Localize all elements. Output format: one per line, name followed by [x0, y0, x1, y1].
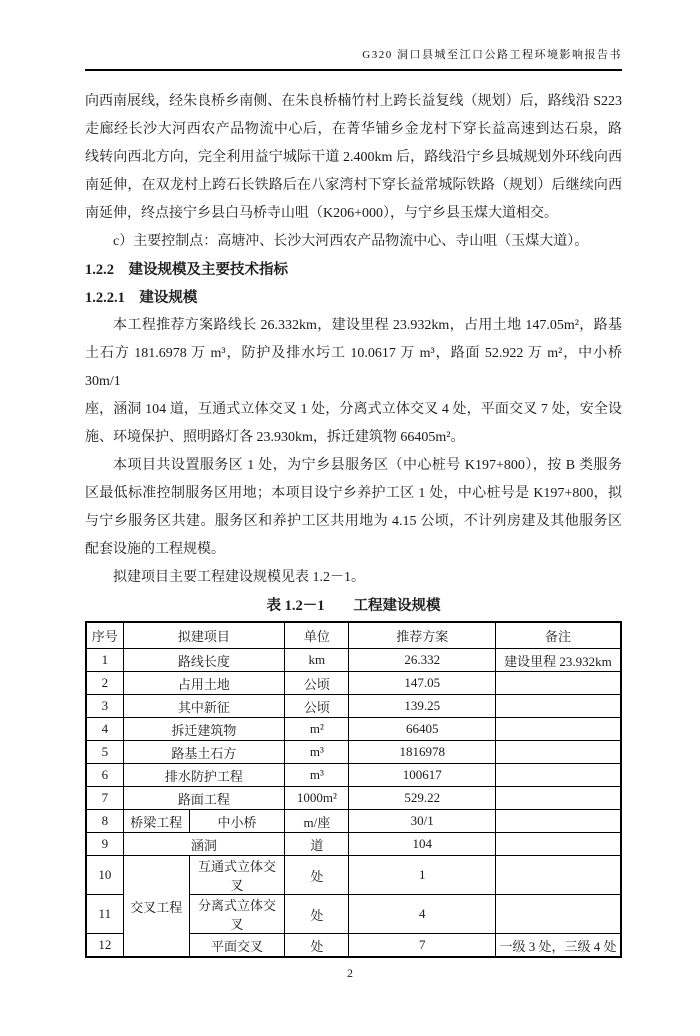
- col-header-unit: 单位: [285, 622, 349, 649]
- table-row: [86, 649, 621, 672]
- cell-plan: 66405: [349, 718, 496, 741]
- cell-seq: 11: [86, 895, 123, 934]
- table-row: [86, 856, 621, 895]
- cell-item: 涵洞: [123, 833, 285, 856]
- col-header-item: 拟建项目: [123, 622, 285, 649]
- cell-unit: km: [285, 649, 349, 672]
- cell-plan: 30/1: [349, 810, 496, 833]
- cell-plan: 1: [349, 856, 496, 895]
- paragraph-line: 配套设施的工程规模。: [85, 542, 225, 557]
- paragraph-line: 区最低标准控制服务区用地；本项目设宁乡养护工区 1 处，中心桩号是 K197+800，拟: [85, 486, 622, 501]
- section-heading-122: 1.2.2 建设规模及主要技术指标: [85, 262, 288, 278]
- cell-unit: m/座: [285, 810, 349, 833]
- cell-remark: [495, 741, 621, 764]
- cell-unit: 处: [285, 856, 349, 895]
- paragraph-line: 座，涵洞 104 道，互通式立体交叉 1 处，分离式立体交叉 4 处，平面交叉 7 处，安全设: [85, 402, 622, 417]
- document-page: [0, 46, 700, 1036]
- table-row: [86, 695, 621, 718]
- cell-unit: 道: [285, 833, 349, 856]
- cell-plan: 7: [349, 934, 496, 958]
- cell-remark: [495, 856, 621, 895]
- paragraph-line: 本工程推荐方案路线长 26.332km，建设里程 23.932km，占用土地 147.05m²，路基: [113, 318, 622, 333]
- cell-unit: m³: [285, 764, 349, 787]
- table-row: [86, 718, 621, 741]
- cell-item: 路基土石方: [123, 741, 285, 764]
- construction-scale-table: [85, 621, 622, 958]
- cell-remark: [495, 833, 621, 856]
- cell-plan: 104: [349, 833, 496, 856]
- paragraph-line: 南延伸，在双龙村上跨石长铁路后在八家湾村下穿长益常城际铁路（规划）后继续向西: [85, 178, 622, 193]
- cell-seq: 7: [86, 787, 123, 810]
- paragraph-line: 土石方 181.6978 万 m³，防护及排水圬工 10.0617 万 m³，路面 52.922 万 m²，中小桥 30m/1: [85, 346, 622, 389]
- cell-item: 占用土地: [123, 672, 285, 695]
- cell-item-sub: 中小桥: [189, 810, 284, 833]
- cell-item: 路面工程: [123, 787, 285, 810]
- cell-seq: 12: [86, 934, 123, 958]
- cell-remark: [495, 695, 621, 718]
- cell-remark: [495, 764, 621, 787]
- cell-seq: 9: [86, 833, 123, 856]
- cell-remark: 建设里程 23.932km: [495, 649, 621, 672]
- cell-seq: 2: [86, 672, 123, 695]
- cell-seq: 5: [86, 741, 123, 764]
- cell-seq: 8: [86, 810, 123, 833]
- cell-unit: 公顷: [285, 672, 349, 695]
- cell-remark: [495, 787, 621, 810]
- cell-plan: 4: [349, 895, 496, 934]
- cell-unit: m³: [285, 741, 349, 764]
- cell-plan: 26.332: [349, 649, 496, 672]
- cell-item-sub: 互通式立体交叉: [189, 856, 284, 895]
- control-points-line: c）主要控制点：高塘冲、长沙大河西农产品物流中心、寺山咀（玉煤大道）。: [113, 234, 589, 249]
- page-content: [85, 46, 622, 958]
- cell-remark: [495, 718, 621, 741]
- paragraph-line: 南延伸，终点接宁乡县白马桥寺山咀（K206+000），与宁乡县玉煤大道相交。: [85, 206, 559, 221]
- cell-seq: 1: [86, 649, 123, 672]
- section-heading-1221: 1.2.2.1 建设规模: [85, 290, 198, 306]
- table-row: [86, 764, 621, 787]
- cell-unit: 处: [285, 934, 349, 958]
- running-header: [85, 46, 622, 71]
- document-title: G320 洞口县城至江口公路工程环境影响报告书: [362, 49, 622, 61]
- table-row: [86, 833, 621, 856]
- cell-seq: 4: [86, 718, 123, 741]
- table-header-row: [86, 622, 621, 649]
- page-number: 2: [347, 966, 353, 980]
- cell-item: 其中新征: [123, 695, 285, 718]
- paragraph-line: 施、环境保护、照明路灯各 23.930km，拆迁建筑物 66405m²。: [85, 430, 465, 445]
- paragraph-line: 走廊经长沙大河西农产品物流中心后，在菁华铺乡金龙村下穿长益高速到达石泉，路: [85, 122, 622, 137]
- col-header-seq: 序号: [86, 622, 123, 649]
- cell-remark: 一级 3 处，三级 4 处: [495, 934, 621, 958]
- cell-item-sub: 分离式立体交叉: [189, 895, 284, 934]
- cell-remark: [495, 672, 621, 695]
- col-header-remark: 备注: [495, 622, 621, 649]
- cell-plan: 139.25: [349, 695, 496, 718]
- cell-item: 拆迁建筑物: [123, 718, 285, 741]
- body-text: [85, 88, 622, 592]
- cell-unit: m²: [285, 718, 349, 741]
- cell-item: 排水防护工程: [123, 764, 285, 787]
- table-title: 表 1.2－1 工程建设规模: [266, 598, 441, 614]
- cell-seq: 6: [86, 764, 123, 787]
- col-header-plan: 推荐方案: [349, 622, 496, 649]
- cell-plan: 1816978: [349, 741, 496, 764]
- cell-item-group: 交叉工程: [123, 856, 189, 958]
- cell-unit: 处: [285, 895, 349, 934]
- table-row: [86, 672, 621, 695]
- table-reference-line: 拟建项目主要工程建设规模见表 1.2－1。: [113, 570, 365, 585]
- cell-unit: 1000m²: [285, 787, 349, 810]
- paragraph-line: 与宁乡服务区共建。服务区和养护工区共用地为 4.15 公顷，不计列房建及其他服务区: [85, 514, 622, 529]
- cell-plan: 100617: [349, 764, 496, 787]
- paragraph-line: 向西南展线，经朱良桥乡南侧、在朱良桥楠竹村上跨长益复线（规划）后，路线沿 S223: [85, 94, 622, 109]
- cell-unit: 公顷: [285, 695, 349, 718]
- cell-item: 路线长度: [123, 649, 285, 672]
- cell-item-group: 桥梁工程: [123, 810, 189, 833]
- table-row: [86, 810, 621, 833]
- cell-plan: 147.05: [349, 672, 496, 695]
- cell-seq: 10: [86, 856, 123, 895]
- cell-remark: [495, 895, 621, 934]
- cell-plan: 529.22: [349, 787, 496, 810]
- table-row: [86, 741, 621, 764]
- table-row: [86, 787, 621, 810]
- cell-remark: [495, 810, 621, 833]
- cell-seq: 3: [86, 695, 123, 718]
- paragraph-line: 本项目共设置服务区 1 处，为宁乡县服务区（中心桩号 K197+800），按 B 类服务: [113, 458, 622, 473]
- cell-item-sub: 平面交叉: [189, 934, 284, 958]
- paragraph-line: 线转向西北方向，完全利用益宁城际干道 2.400km 后，路线沿宁乡县城规划外环线向西: [85, 150, 622, 165]
